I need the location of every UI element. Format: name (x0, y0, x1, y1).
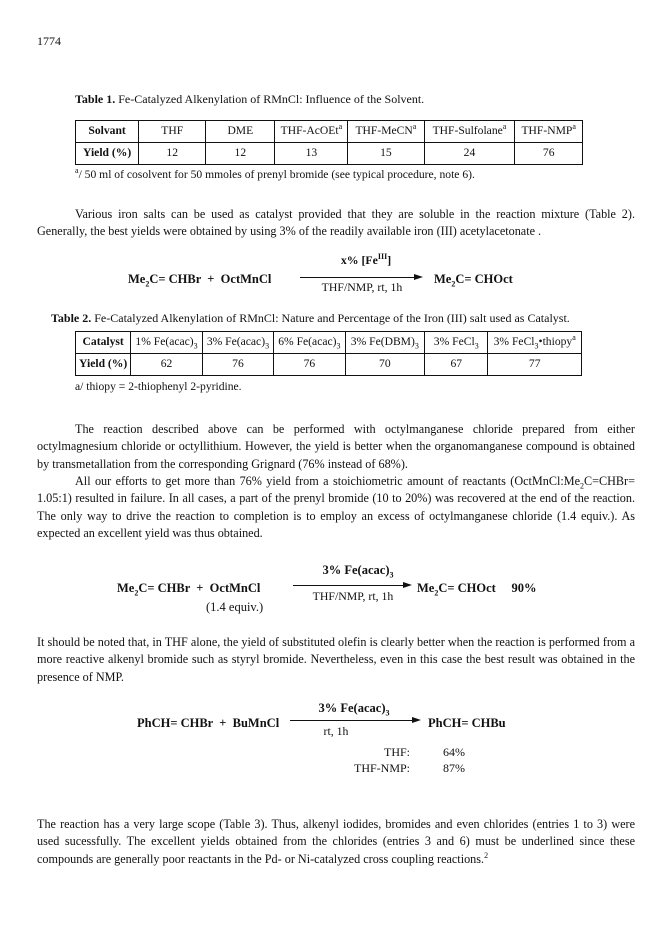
scheme3-conditions: rt, 1h (323, 724, 349, 738)
scheme3-arrow-head (412, 717, 421, 723)
scheme1-reactants: $Me_2C=$ CHBr + OctMnCl (128, 272, 272, 289)
scheme2-product: $Me_2C=$ CHOct 90% (417, 581, 537, 598)
scheme3-arrow (290, 720, 413, 721)
table1-yield-2: 12 (206, 143, 275, 165)
table1-footnote (75, 167, 475, 183)
paragraph-5: The reaction has a very large scope (Table 3). Thus, alkenyl iodides, bromides and even chlorides (entries 1 to 3) were used sucessfully. The excellent yields obtained from the chlorides (entries 3 and 6) must be underlined since these compounds are generally poor reactants in the Pd- or Ni-catalyzed cross coupling reactions.$^2$ (37, 817, 635, 866)
table1-caption-text: Fe-Catalyzed Alkenylation of RMnCl: Influence of the Solvent. (115, 92, 425, 106)
scheme2-catalyst: 3% $Fe(acac)_3$ (322, 563, 394, 580)
table2-row-header: Catalyst (76, 332, 131, 354)
table1-col-5: THF-Sulfolane$^a$ (424, 121, 515, 143)
scheme2-arrow-head (403, 582, 412, 588)
table2-row-yield: Yield (%) (76, 354, 131, 376)
table2-col-4: 3% $Fe(DBM)_3$ (345, 332, 424, 354)
table2-yield-6: 77 (488, 354, 582, 376)
table2-yield-5: 67 (425, 354, 488, 376)
scheme3-results (328, 745, 465, 776)
scheme3-reactants: PhCH= CHBr + BuMnCl (137, 716, 280, 730)
table2-col-1: 1% $Fe(acac)_3$ (131, 332, 202, 354)
table2-col-3: 6% $Fe(acac)_3$ (274, 332, 345, 354)
table2-col-6: 3% FeCl$_3$•thiopy$^a$ (488, 332, 582, 354)
paragraph-4: It should be noted that, in THF alone, the yield of substituted olefin is clearly better when the reaction is performed from a more reactive alkenyl bromide such as styryl bromide. Nevertheless, even in this case the best result was obtained in the presence of NMP. (37, 635, 635, 684)
table1-col-3: THF-AcOEt$^a$ (275, 121, 348, 143)
table1-row-yield: Yield (%) (76, 143, 139, 165)
paragraph-2: The reaction described above can be performed with octylmanganese chloride prepared from either octylmagnesium chloride or octyllithium. However, the yield is better when the organomanganese compound is obtained by transmetallation from the corresponding Grignard (76% instead of 68%). All our efforts to get more than 76% yield from a stoichiometric amount of reactants ($OctMnCl:Me_2C=CHBr=$ 1.05:1) resulted in failure. In all cases, a part of the prenyl bromide (10 to 20%) was recovered at the end of the reaction. The only way to drive the reaction to completion is to employ an excess of octylmanganese chloride (1.4 equiv.). As expected an excellent yield was thus obtained. (37, 421, 635, 542)
paragraph-1: Various iron salts can be used as catalyst provided that they are soluble in the reaction mixture (Table 2). Generally, the best yields were obtained by using 3% of the readily available iron (III) acetylacetonate . (37, 207, 635, 239)
paragraph-3: All our efforts to get more than 76% yield from a stoichiometric amount of reactants ($OctMnCl:Me_2C=CHBr=$ 1.05:1) resulted in failure. In all cases, a part of the prenyl bromide (10 to 20%) was recovered at the end of the reaction. The only way to drive the reaction to completion is to employ an excess of octylmanganese chloride (1.4 equiv.). As expected an excellent yield was thus obtained. (37, 473, 635, 540)
table2-yield-2: 76 (202, 354, 273, 376)
table1-row-header: Solvant (76, 121, 139, 143)
scheme1-product: $Me_2C=$ CHOct (434, 272, 513, 289)
scheme3-result-1: THF: 64% (383, 745, 465, 759)
table1-footnote-mark: a (75, 166, 79, 176)
scheme1-arrow (300, 277, 415, 278)
table1-col-2: DME (206, 121, 275, 143)
table1-caption (75, 91, 424, 108)
table1-col-6: THF-NMP$^a$ (515, 121, 583, 143)
table2 (75, 331, 582, 376)
scheme2-reactants: $Me_2C=$ CHBr + OctMnCl (117, 581, 261, 598)
reference-mark: 2 (484, 850, 489, 860)
scheme1-conditions: THF/NMP, rt, 1h (321, 280, 403, 294)
table1 (75, 120, 583, 165)
table2-col-2: 3% $Fe(acac)_3$ (202, 332, 273, 354)
scheme1-catalyst: x% $[Fe^{III}]$ (340, 252, 392, 267)
table2-yield-row (76, 354, 582, 376)
table1-yield-row (76, 143, 583, 165)
table2-yield-3: 76 (274, 354, 345, 376)
table1-col-4: THF-MeCN$^a$ (348, 121, 424, 143)
table1-yield-5: 24 (424, 143, 515, 165)
scheme2-conditions: THF/NMP, rt, 1h (312, 589, 394, 603)
table1-caption-label: Table 1. (75, 92, 116, 106)
table1-yield-3: 13 (275, 143, 348, 165)
table1-yield-6: 76 (515, 143, 583, 165)
table2-caption-text: Fe-Catalyzed Alkenylation of RMnCl: Nature and Percentage of the Iron (III) salt used as Catalyst. (91, 311, 570, 325)
table2-footnote: a/ thiopy = 2-thiophenyl 2-pyridine. (75, 380, 242, 393)
table2-col-5: 3% FeCl$_3$ (425, 332, 488, 354)
table1-col-1: THF (139, 121, 206, 143)
table1-footnote-text: / 50 ml of cosolvent for 50 mmoles of prenyl bromide (see typical procedure, note 6). (78, 168, 475, 181)
table2-caption-label: Table 2. (51, 311, 92, 325)
table2-yield-4: 70 (345, 354, 424, 376)
scheme2-equiv: (1.4 equiv.) (206, 600, 264, 614)
scheme3-product: PhCH= CHBu (428, 716, 506, 730)
scheme2-yield: 90% (511, 581, 537, 595)
table1-yield-4: 15 (348, 143, 424, 165)
scheme3-catalyst: 3% $Fe(acac)_3$ (318, 701, 390, 718)
scheme3-result-2: THF-NMP: 87% (353, 760, 465, 775)
page-number: 1774 (37, 34, 61, 48)
table2-yield-1: 62 (131, 354, 202, 376)
table2-caption (51, 310, 570, 327)
table1-header-row (76, 121, 583, 143)
table1-yield-1: 12 (139, 143, 206, 165)
scheme2-arrow (293, 585, 404, 586)
table2-header-row (76, 332, 582, 354)
